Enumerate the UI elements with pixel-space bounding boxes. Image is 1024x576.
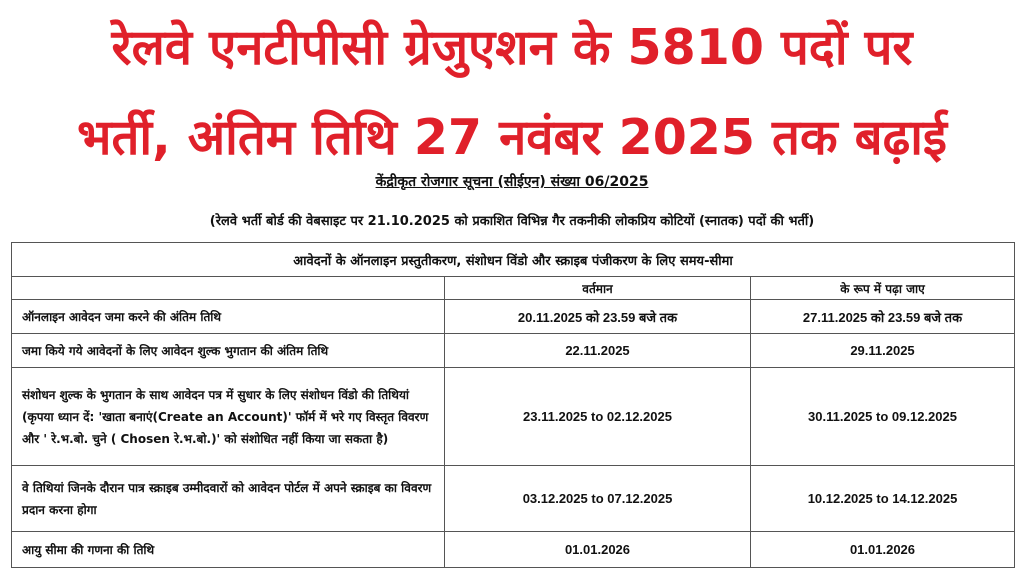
headline-line-1: रेलवे एनटीपीसी ग्रेजुएशन के 5810 पदों पर — [111, 19, 913, 76]
column-header-item — [12, 277, 445, 300]
table-row — [12, 368, 1015, 466]
current-date: 03.12.2025 to 07.12.2025 — [445, 466, 751, 532]
row-label: ऑनलाइन आवेदन जमा करने की अंतिम तिथि — [12, 300, 445, 334]
revised-date: 29.11.2025 — [751, 334, 1015, 368]
revised-date: 30.11.2025 to 09.12.2025 — [751, 368, 1015, 466]
row-label: जमा किये गये आवेदनों के लिए आवेदन शुल्क भुगतान की अंतिम तिथि — [12, 334, 445, 368]
row-label: आयु सीमा की गणना की तिथि — [12, 532, 445, 568]
row-label: संशोधन शुल्क के भुगतान के साथ आवेदन पत्र में सुधार के लिए संशोधन विंडो की तिथियां (कृपया ध्यान दें: 'खाता बनाएं(Create an Account)' फॉर्म में भरे गए विस्तृत विवरण और ' रे.भ.बो. चुने ( Chosen रे.भ.बो.)' को संशोधित नहीं किया जा सकता है) — [12, 368, 445, 466]
headline-line-2: भर्ती, अंतिम तिथि 27 नवंबर 2025 तक बढ़ाई — [77, 109, 947, 166]
notice-number: केंद्रीकृत रोजगार सूचना (सीईएन) संख्या 06/2025 — [375, 174, 649, 190]
table-row — [12, 300, 1015, 334]
revised-date: 10.12.2025 to 14.12.2025 — [751, 466, 1015, 532]
row-label: वे तिथियां जिनके दौरान पात्र स्क्राइब उम्मीदवारों को आवेदन पोर्टल में अपने स्क्राइब का विवरण प्रदान करना होगा — [12, 466, 445, 532]
current-date: 01.01.2026 — [445, 532, 751, 568]
table-row — [12, 466, 1015, 532]
revised-date: 01.01.2026 — [751, 532, 1015, 568]
column-header-revised: के रूप में पढ़ा जाए — [751, 277, 1015, 300]
table-caption: आवेदनों के ऑनलाइन प्रस्तुतीकरण, संशोधन विंडो और स्क्राइब पंजीकरण के लिए समय-सीमा — [12, 243, 1015, 277]
revised-date: 27.11.2025 को 23.59 बजे तक — [751, 300, 1015, 334]
notice-subtitle: (रेलवे भर्ती बोर्ड की वेबसाइट पर 21.10.2025 को प्रकाशित विभिन्न गैर तकनीकी लोकप्रिय कोटियों (स्नातक) पदों की भर्ती) — [209, 214, 815, 229]
schedule-table — [11, 242, 1015, 568]
table-row — [12, 334, 1015, 368]
table-row — [12, 532, 1015, 568]
current-date: 23.11.2025 to 02.12.2025 — [445, 368, 751, 466]
column-header-current: वर्तमान — [445, 277, 751, 300]
current-date: 22.11.2025 — [445, 334, 751, 368]
table-header-row — [12, 277, 1015, 300]
table-caption-row — [12, 243, 1015, 277]
current-date: 20.11.2025 को 23.59 बजे तक — [445, 300, 751, 334]
